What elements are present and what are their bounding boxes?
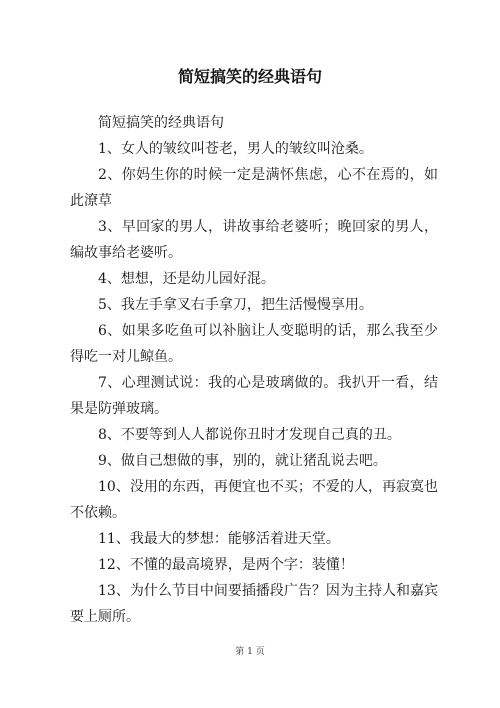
paragraph-item-13: 13、为什么节目中间要插播段广告？因为主持人和嘉宾要上厕所。	[70, 583, 438, 625]
paragraph-item-8: 8、不要等到人人都说你丑时才发现自己真的丑。	[98, 427, 401, 443]
document-body	[70, 110, 438, 630]
paragraph-item-11: 11、我最大的梦想：能够活着进天堂。	[98, 531, 340, 547]
paragraph-item-2: 2、你妈生你的时候一定是满怀焦虑，心不在焉的，如此潦草	[70, 167, 438, 209]
paragraph-item-1: 1、女人的皱纹叫苍老，男人的皱纹叫沧桑。	[98, 141, 373, 157]
paragraph-item-9: 9、做自己想做的事，别的，就让猪乱说去吧。	[98, 453, 387, 469]
paragraph-item-6: 6、如果多吃鱼可以补脑让人变聪明的话，那么我至少得吃一对儿鲸鱼。	[70, 323, 438, 365]
paragraph-subtitle: 简短搞笑的经典语句	[98, 115, 224, 131]
paragraph-item-5: 5、我左手拿叉右手拿刀，把生活慢慢享用。	[98, 297, 373, 313]
paragraph-item-10: 10、没用的东西，再便宜也不买；不爱的人，再寂寞也不依赖。	[70, 479, 438, 521]
paragraph-item-7: 7、心理测试说：我的心是玻璃做的。我扒开一看，结果是防弹玻璃。	[70, 375, 438, 417]
paragraph-item-4: 4、想想，还是幼儿园好混。	[98, 271, 275, 287]
document-title: 简短搞笑的经典语句	[177, 67, 322, 86]
paragraph-item-12: 12、不懂的最高境界，是两个字：装懂！	[98, 557, 354, 573]
page-number-footer: 第 1 页	[235, 647, 265, 657]
paragraph-item-3: 3、早回家的男人，讲故事给老婆听；晚回家的男人，编故事给老婆听。	[70, 219, 438, 261]
